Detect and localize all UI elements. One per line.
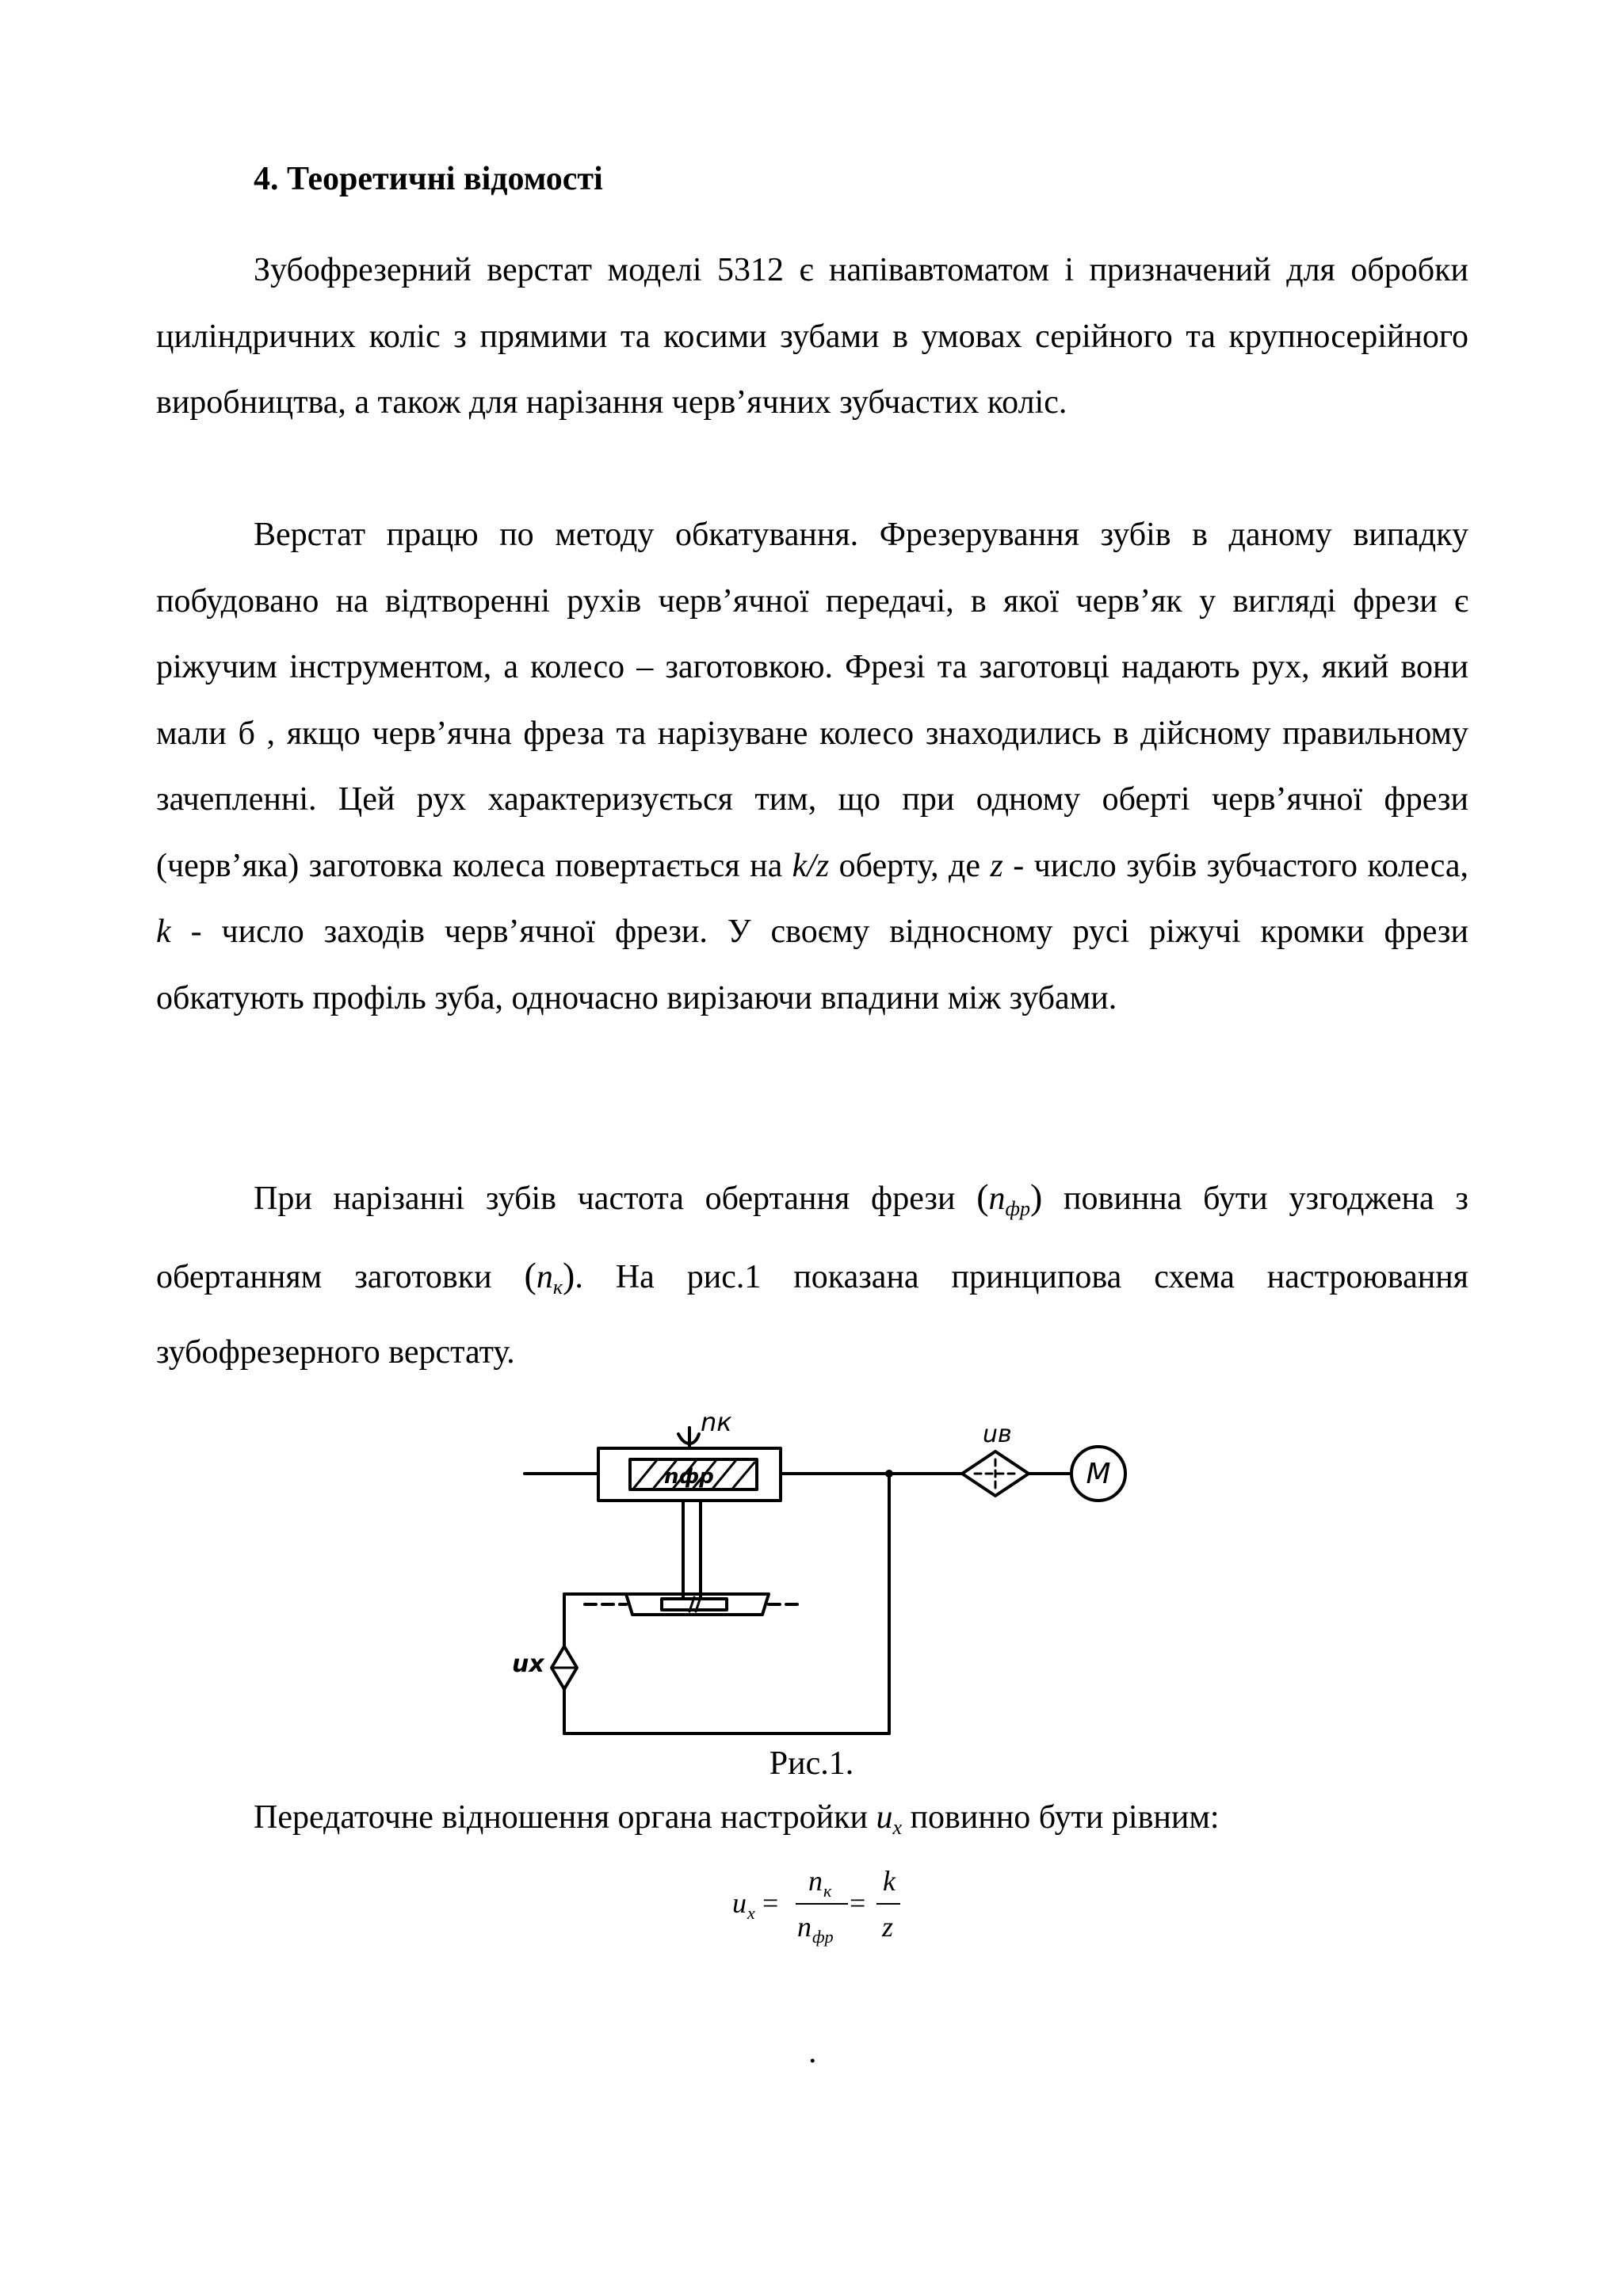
label-nk: nк [701, 1407, 732, 1437]
formula-num2: k [883, 1865, 896, 1897]
paragraph-speed-coordination [156, 1164, 1468, 1386]
label-nfr: nфр [664, 1465, 714, 1489]
section-heading: 4. Теоретичні відомості [254, 161, 603, 197]
transfer-ratio-formula [721, 1854, 927, 1957]
formula-den2: z [882, 1911, 894, 1943]
paragraph-text: повинна бути узгоджена з обертанням заготовки [156, 1180, 1468, 1295]
figure-caption: Рис.1. [769, 1745, 854, 1782]
label-ux: uх [512, 1650, 544, 1678]
formula-equals-1: = [762, 1887, 779, 1919]
cutter-speed-symbol: $(n_{фр})$ [976, 1177, 1043, 1220]
motor-label: M [1086, 1458, 1111, 1490]
formula-den1-sub: фр [812, 1927, 834, 1947]
variable-k: k [156, 913, 171, 950]
trailing-dot: . [808, 2034, 817, 2070]
label-uv: uв [983, 1421, 1012, 1448]
paragraph-text: - число заходів черв’ячної фрези. У своєму відносному русі ріжучі кромки фрези обкатують профіль зуба, одночасно вирізаючи впадини між зубами. [156, 913, 1468, 1016]
formula-equals-2: = [850, 1887, 866, 1919]
formula-lhs-sub: x [747, 1903, 755, 1923]
paragraph-text: оберту, де [829, 847, 991, 884]
hobbing-machine-setup-diagram [507, 1386, 1157, 1759]
junction-dot [885, 1470, 893, 1478]
paragraph-machine-description: Зубофрезерний верстат моделі 5312 є напівавтоматом і призначений для обробки циліндричних коліс з прямими та косими зубами в умовах серійного та крупносерійного виробництва, а також для нарізання черв’ячних зубчастих коліс. [156, 252, 1468, 421]
paragraph-text: Верстат працю по методу обкатування. Фрезерування зубів в даному випадку побудовано на відтворенні рухів черв’ячної передачі, в якої черв’як у вигляді фрези є ріжучим інструментом, а колесо – заготовкою. Фрезі та заготовці надають рух, який вони мали б , якщо черв’ячна фреза та нарізуване колесо знаходились в дійсному правильному зачепленні. Цей рух характеризується тим, що при одному оберті черв’ячної фрези (черв’яка) заготовка колеса повертається на [156, 517, 1468, 884]
variable-z: z [990, 847, 1003, 884]
formula-num1-var: n [808, 1865, 823, 1897]
transfer-ratio-statement: Передаточне відношення органа настройки $u_x$ повинно бути рівним: [254, 1799, 1220, 1839]
paragraph-text: . На рис.1 показана принципова схема настроювання зубофрезерного верстату. [156, 1258, 1468, 1371]
formula-den1-var: n [797, 1911, 812, 1943]
workpiece-speed-symbol: $(n_к)$ [524, 1254, 575, 1299]
variable-ux: u [876, 1799, 893, 1836]
paragraph-generating-method [156, 502, 1468, 1032]
formula-lhs-var: u [732, 1887, 747, 1919]
paragraph-text: При нарізанні зубів частота обертання фрези [254, 1180, 977, 1217]
paragraph-text: - число зубів зубчастого колеса, [1002, 847, 1468, 884]
ratio-k-over-z: k/z [792, 847, 830, 884]
formula-num1-sub: к [823, 1881, 832, 1901]
